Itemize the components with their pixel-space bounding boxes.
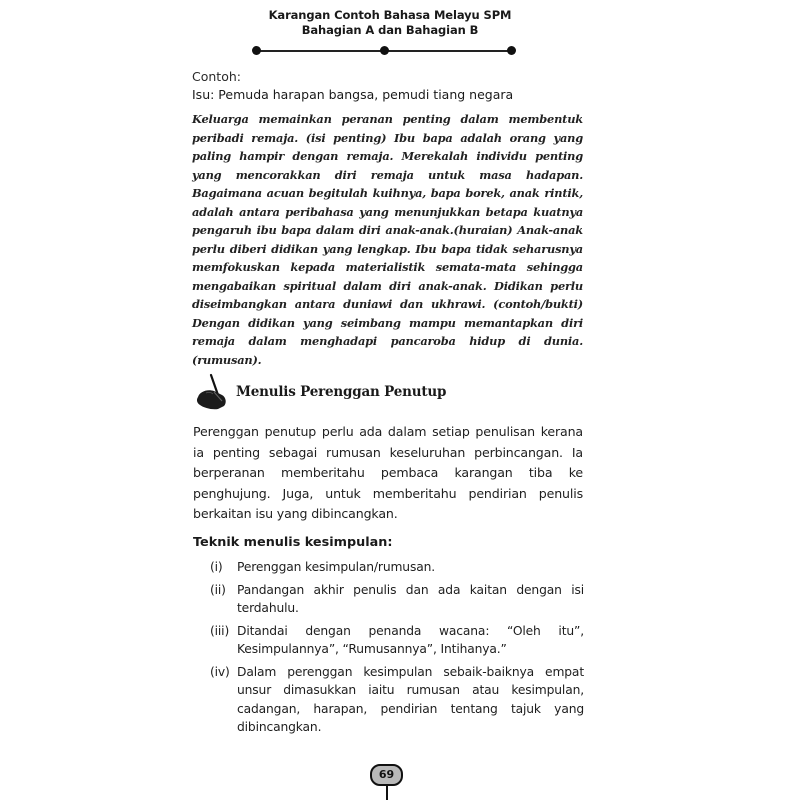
example-block (192, 68, 592, 104)
header-title-line1: Karangan Contoh Bahasa Melayu SPM (268, 8, 512, 22)
list-item-text: Pandangan akhir penulis dan ada kaitan dengan isi terdahulu. (237, 582, 584, 615)
list-item-text: Dalam perenggan kesimpulan sebaik-baiknya empat unsur dimasukkan iaitu rumusan atau kesimpulan, cadangan, harapan, pendirian tentang tajuk yang dibincangkan. (237, 664, 584, 734)
header-divider (252, 46, 516, 55)
divider-dot-right (507, 46, 516, 55)
list-item (210, 581, 584, 618)
divider-dot-left (252, 46, 261, 55)
technique-heading: Teknik menulis kesimpulan: (193, 535, 393, 550)
list-item-number: (i) (210, 560, 223, 574)
example-issue: Isu: Pemuda harapan bangsa, pemudi tiang negara (192, 87, 514, 102)
intro-paragraph: Perenggan penutup perlu ada dalam setiap penulisan kerana ia penting sebagai rumusan keseluruhan perbincangan. Ia berperanan memberitahu pembaca karangan tiba ke penghujung. Juga, untuk memberitahu pendirian penulis berkaitan isu yang dibincangkan. (193, 424, 583, 521)
running-header (240, 8, 540, 38)
divider-dot-center (380, 46, 389, 55)
technique-list (210, 558, 584, 741)
list-item-text: Ditandai dengan penanda wacana: “Oleh itu”, Kesimpulannya”, “Rumusannya”, Intihanya.” (237, 623, 584, 656)
list-item-number: (ii) (210, 582, 226, 597)
section-heading (196, 372, 446, 412)
page-number-badge: 69 (370, 764, 403, 786)
section-title: Menulis Perenggan Penutup (236, 384, 447, 400)
list-item (210, 663, 584, 737)
example-label: Contoh: (192, 69, 241, 84)
list-item-number: (iii) (210, 623, 230, 638)
sample-paragraph: Keluarga memainkan peranan penting dalam membentuk peribadi remaja. (isi penting) Ibu bapa adalah orang yang paling hampir dengan remaja. Merekalah individu penting yang mencorakkan diri remaja untuk masa hadapan. Bagaimana acuan begitulah kuihnya, bapa borek, anak rintik, adalah antara peribahasa yang menunjukkan betapa kuatnya pengaruh ibu bapa dalam diri anak-anak.(huraian) Anak-anak perlu diberi didikan yang lengkap. Ibu bapa tidak seharusnya memfokuskan kepada materialistik semata-mata sehingga mengabaikan spiritual dalam diri anak-anak. Didikan perlu diseimbangkan antara duniawi dan ukhrawi. (contoh/bukti) Dengan didikan yang seimbang mampu memantapkan diri remaja dalam menghadapi pancaroba hidup di dunia. (rumusan). (192, 112, 583, 367)
list-item (210, 558, 584, 577)
page-number-stem (386, 786, 388, 800)
list-item-number: (iv) (210, 664, 230, 679)
header-title-line2: Bahagian A dan Bahagian B (301, 23, 479, 37)
list-item (210, 622, 584, 659)
writing-hand-icon (196, 373, 230, 411)
list-item-text: Perenggan kesimpulan/rumusan. (237, 560, 435, 574)
